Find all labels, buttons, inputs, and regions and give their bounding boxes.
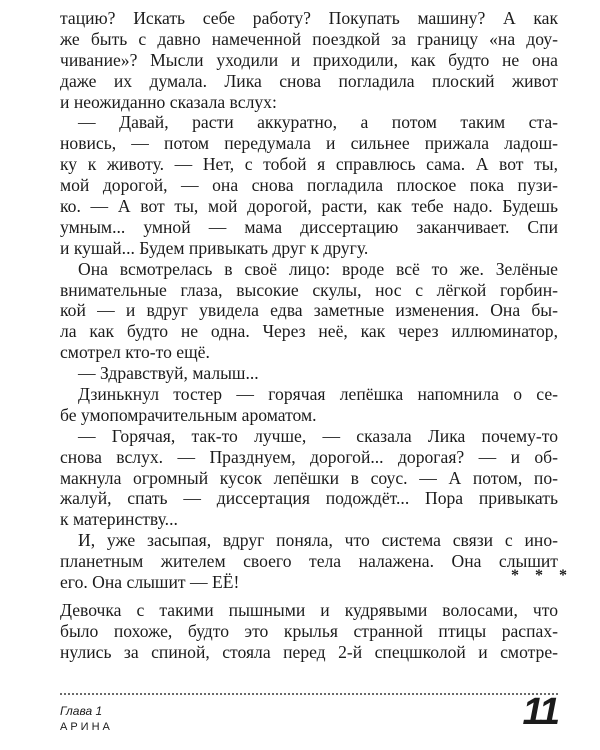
text-line: его. Она слышит — ЕЁ! <box>60 572 240 593</box>
text-line: планетным жителем своего тела налажена. Она слышит <box>60 551 558 572</box>
text-line: к материнству... <box>60 509 178 530</box>
footer-divider <box>60 693 558 695</box>
text-line: тацию? Искать себе работу? Покупать машину? А как <box>60 8 558 28</box>
text-line: Она всмотрелась в своё лицо: вроде всё то же. Зелёные <box>78 258 558 279</box>
text-line: — Здравствуй, малыш... <box>78 363 259 384</box>
body-text <box>60 8 558 593</box>
text-line: новись, — потом передумала и сильнее прижала ладош- <box>60 133 558 154</box>
text-line: даже их думала. Лика снова погладила плоский живот <box>60 70 558 91</box>
next-section-text <box>60 600 558 663</box>
text-line: смотрел кто-то ещё. <box>60 342 210 363</box>
text-line: и неожиданно сказала вслух: <box>60 91 277 112</box>
text-line: же быть с давно намеченной поездкой за границу «на доу- <box>60 28 558 49</box>
text-line: Дзинькнул тостер — горячая лепёшка напомнила о се- <box>78 384 558 405</box>
text-line: кой — и вдруг увидела едва заметные изменения. Она бы- <box>60 300 558 321</box>
page-number: 11 <box>522 691 558 733</box>
text-line: И, уже засыпая, вдруг поняла, что система связи с ино- <box>78 530 558 551</box>
text-line: нулись за спиной, стояла перед 2-й спецшколой и смотре- <box>60 641 558 662</box>
section-separator: * * * <box>511 567 573 584</box>
text-line: ла как будто не одна. Через неё, как через иллюминатор, <box>60 321 558 342</box>
text-line: чивание»? Мысли уходили и приходили, как будто не она <box>60 49 558 70</box>
running-head: АРИНА <box>60 721 113 733</box>
text-line: бе умопомрачительным ароматом. <box>60 404 317 425</box>
text-line: мой дорогой, — она снова погладила плоское пока пузи- <box>60 175 558 196</box>
text-line: — Давай, расти аккуратно, а потом таким ста- <box>78 112 558 133</box>
chapter-label: Глава 1 <box>60 704 103 718</box>
text-line: снова вслух. — Празднуем, дорогой... дорогая? — и об- <box>60 446 558 467</box>
text-line: макнула огромный кусок лепёшки в соус. — А потом, по- <box>60 467 558 488</box>
text-line: — Горячая, так-то лучше, — сказала Лика почему-то <box>78 425 558 446</box>
text-line: жалуй, спать — диссертация подождёт... Пора привыкать <box>60 488 558 509</box>
text-line: внимательные глаза, высокие скулы, нос с лёгкой горбин- <box>60 279 558 300</box>
text-line: ко. — А вот ты, мой дорогой, расти, как тебе надо. Будешь <box>60 196 558 217</box>
text-line: и кушай... Будем привыкать друг к другу. <box>60 237 369 258</box>
text-line: было похоже, будто это крылья странной птицы распах- <box>60 620 558 641</box>
text-line: ку к животу. — Нет, с тобой я справлюсь сама. А вот ты, <box>60 154 558 175</box>
text-line: умным... умной — мама диссертацию заканчивает. Спи <box>60 216 558 237</box>
text-line: Девочка с такими пышными и кудрявыми волосами, что <box>60 600 558 620</box>
